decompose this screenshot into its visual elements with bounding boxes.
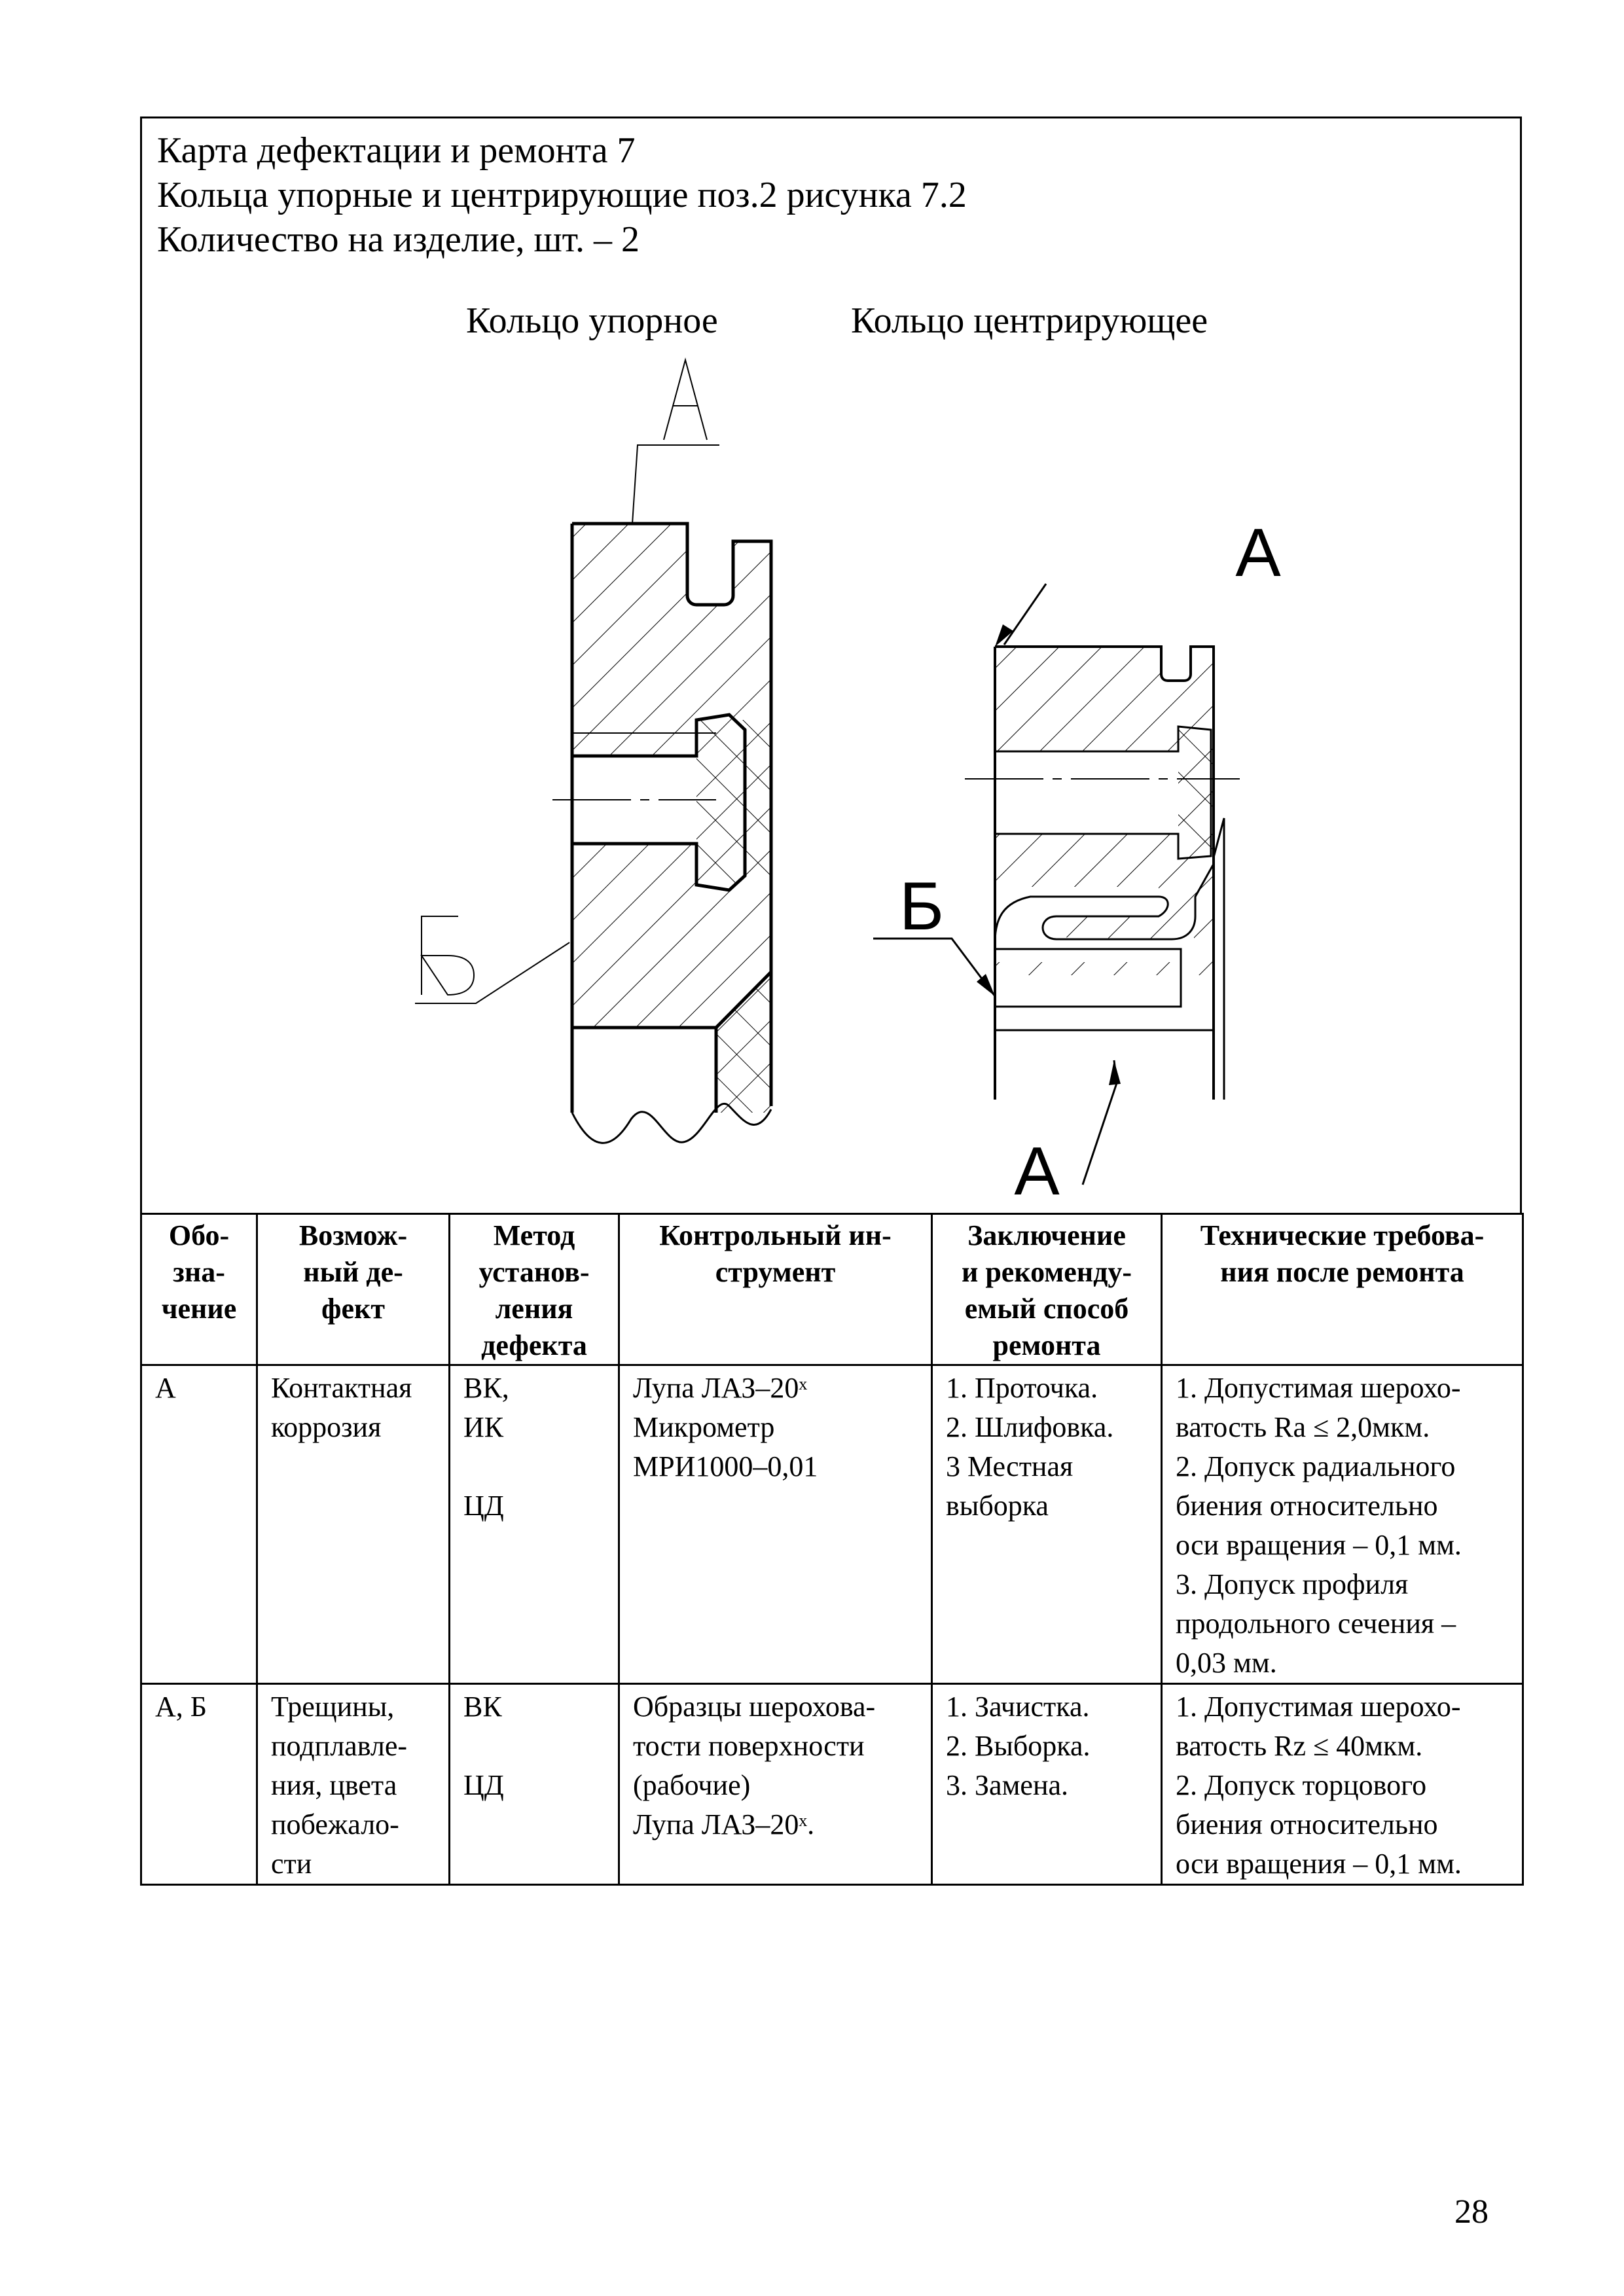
cell-defect: Трещины, подплавле- ния, цвета побежало- сти bbox=[257, 1684, 450, 1885]
cell-conclusion: 1. Зачистка. 2. Выборка. 3. Замена. bbox=[932, 1684, 1162, 1885]
header-requirements: Технические требова- ния после ремонта bbox=[1162, 1214, 1523, 1365]
table-row bbox=[141, 1365, 1523, 1684]
cell-method: ВК ЦД bbox=[450, 1684, 619, 1885]
table-header-row bbox=[141, 1214, 1523, 1365]
header-conclusion: Заключение и рекоменду- емый способ ремонта bbox=[932, 1214, 1162, 1365]
cell-conclusion: 1. Проточка. 2. Шлифовка. 3 Местная выборка bbox=[932, 1365, 1162, 1684]
header-defect: Возмож- ный де- фект bbox=[257, 1214, 450, 1365]
cell-designation: А bbox=[141, 1365, 257, 1684]
label-B-centering: Б bbox=[899, 869, 945, 944]
part-name: Кольца упорные и центрирующие поз.2 рисунка 7.2 bbox=[157, 175, 967, 215]
cell-requirements: 1. Допустимая шерохо- ватость Ra ≤ 2,0мкм. 2. Допуск радиального биения относительно оси вращения – 0,1 мм. 3. Допуск профиля продольного сечения – 0,03 мм. bbox=[1162, 1365, 1523, 1684]
header-method: Метод установ- ления дефекта bbox=[450, 1214, 619, 1365]
cell-requirements: 1. Допустимая шерохо- ватость Rz ≤ 40мкм. 2. Допуск торцового биения относительно оси вращения – 0,1 мм. bbox=[1162, 1684, 1523, 1885]
cell-designation: А, Б bbox=[141, 1684, 257, 1885]
table-row bbox=[141, 1684, 1523, 1885]
page-number: 28 bbox=[1454, 2193, 1489, 2231]
cell-instrument: Лупа ЛАЗ–20ˣ Микрометр МРИ1000–0,01 bbox=[619, 1365, 932, 1684]
label-A-bottom: А bbox=[1014, 1134, 1060, 1210]
header-designation: Обо- зна- чение bbox=[141, 1214, 257, 1365]
label-A-top: А bbox=[1235, 515, 1281, 591]
thrust-ring-section bbox=[552, 524, 771, 1143]
centering-ring-section bbox=[965, 647, 1240, 1100]
caption-centering-ring: Кольцо центрирующее bbox=[851, 300, 1208, 341]
defect-table bbox=[140, 1213, 1524, 1886]
card-title: Карта дефектации и ремонта 7 bbox=[157, 130, 636, 171]
quantity-line: Количество на изделие, шт. – 2 bbox=[157, 219, 640, 260]
header-instrument: Контрольный ин- струмент bbox=[619, 1214, 932, 1365]
caption-thrust-ring: Кольцо упорное bbox=[466, 300, 718, 341]
ring-drawing bbox=[140, 288, 1522, 1213]
cell-method: ВК, ИК ЦД bbox=[450, 1365, 619, 1684]
cell-defect: Контактная коррозия bbox=[257, 1365, 450, 1684]
cell-instrument: Образцы шерохова- тости поверхности (рабочие) Лупа ЛАЗ–20ˣ. bbox=[619, 1684, 932, 1885]
